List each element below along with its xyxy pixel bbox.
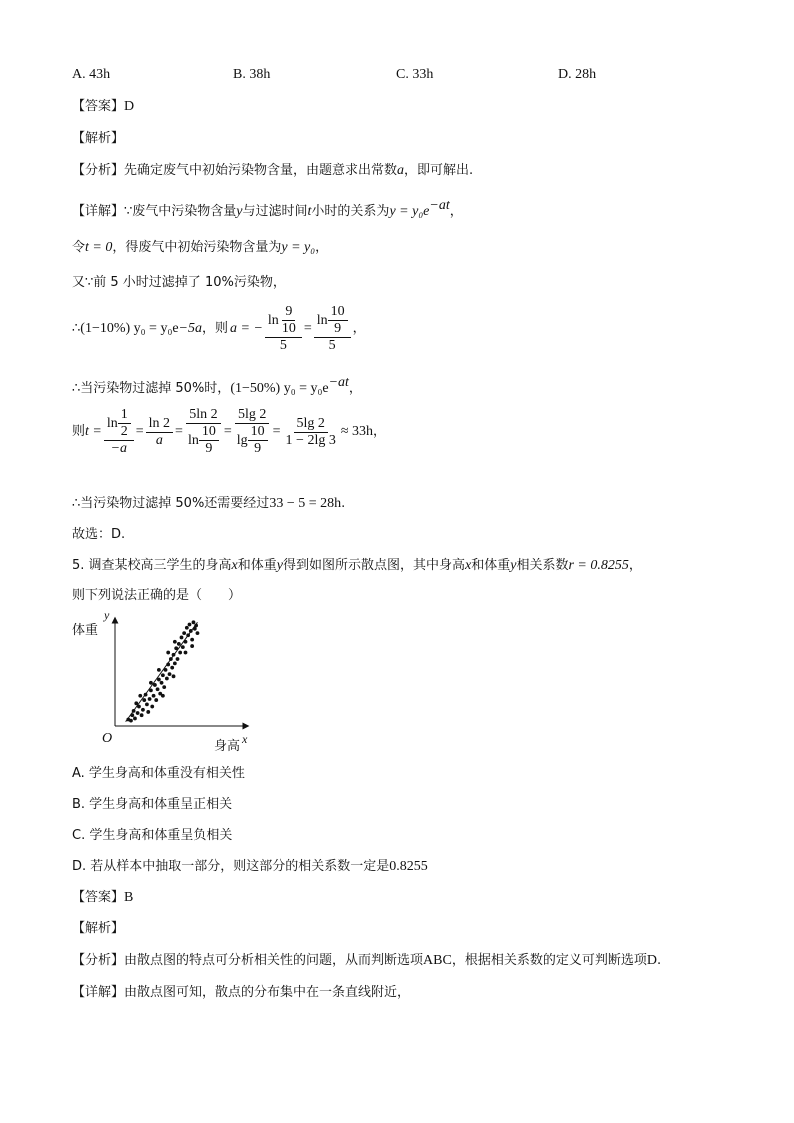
lg: lg	[236, 432, 248, 448]
xiangjie-line1	[72, 197, 463, 221]
formula: (1−50%) y₀ = y₀e	[230, 381, 329, 396]
formula: (1−10%) y₀ = y₀e	[80, 321, 179, 336]
fraction	[248, 424, 268, 457]
denominator: 5	[328, 338, 336, 353]
scatter-point	[156, 687, 160, 691]
fraction	[146, 416, 173, 449]
scatter-point	[157, 668, 161, 672]
ln: ln	[267, 312, 279, 328]
scatter-point	[180, 636, 184, 640]
scatter-point	[173, 661, 177, 665]
formula: r = 0.8255	[568, 558, 629, 573]
scatter-point	[178, 651, 182, 655]
choice-c: C. 33h	[396, 67, 434, 82]
equals: =	[303, 321, 312, 336]
scatter-point	[141, 708, 145, 712]
equals: =	[175, 424, 183, 439]
scatter-point	[162, 685, 166, 689]
denominator: −a	[110, 441, 128, 456]
fraction	[185, 407, 222, 457]
text-seg: ，则	[202, 321, 229, 336]
formula: a = −	[230, 321, 263, 336]
var-a: a	[397, 163, 405, 178]
var-y: y	[276, 558, 283, 573]
var-y: y	[510, 558, 517, 573]
fraction	[118, 407, 131, 440]
xiangjie5-line	[72, 984, 410, 1002]
scatter-point	[192, 620, 196, 624]
text-seg: 由散点图可知，散点的分布集中在一条直线附近，	[124, 985, 411, 1000]
denominator	[185, 424, 222, 457]
formula: 33 − 5 = 28h	[269, 496, 342, 511]
scatter-point	[176, 657, 180, 661]
fenxi-label: 【分析】	[72, 163, 125, 178]
question5-line2: 则下列说法正确的是（ ）	[72, 588, 242, 603]
exponent: −at	[328, 375, 349, 390]
text-seg: 与过滤时间	[242, 204, 308, 219]
fraction	[328, 304, 348, 337]
xiangjie-label: 【详解】	[72, 985, 125, 1000]
punct: ，	[628, 558, 642, 573]
denominator: 9	[205, 441, 213, 456]
text-seg: 5. 调查某校高三学生的身高	[72, 558, 232, 573]
numerator: 10	[199, 424, 219, 441]
scatter-point	[148, 697, 152, 701]
option-b: B. 学生身高和体重呈正相关	[72, 797, 233, 812]
exponent: −at	[429, 198, 450, 213]
scatter-point	[165, 677, 169, 681]
equals: =	[135, 424, 144, 439]
scatter-point	[170, 666, 174, 670]
fraction	[199, 424, 219, 457]
scatter-point	[166, 651, 170, 655]
var-y: y	[236, 204, 243, 219]
var-x: x	[231, 558, 238, 573]
scatter-point	[172, 674, 176, 678]
scatter-point	[145, 703, 149, 707]
fenxi-line	[72, 162, 473, 180]
option-c: C. 学生身高和体重呈负相关	[72, 828, 233, 843]
fenxi-label: 【分析】	[72, 953, 125, 968]
question5-line1	[72, 557, 642, 575]
scatter-point	[150, 705, 154, 709]
text-seg: 得到如图所示散点图，其中身高	[283, 558, 466, 573]
scatter-point	[138, 694, 142, 698]
value: 0.8255	[389, 859, 428, 874]
numerator: 10	[328, 304, 348, 321]
xiangjie-label: 【详解】	[72, 204, 125, 219]
denominator: 5	[279, 338, 287, 353]
ln: ln	[316, 312, 328, 328]
punct: ，	[315, 240, 329, 255]
numerator: 10	[248, 424, 268, 441]
scatter-point	[190, 644, 194, 648]
fraction	[234, 407, 271, 457]
denominator	[234, 424, 271, 457]
abc: ABC	[423, 953, 452, 968]
scatter-point	[161, 694, 165, 698]
numerator: 9	[282, 304, 295, 321]
x-axis-label: 身高	[214, 739, 241, 754]
y-axis-label: 体重	[72, 623, 99, 638]
scatter-point	[146, 710, 150, 714]
numerator: 5lg 2	[235, 407, 269, 424]
scatter-point	[136, 711, 140, 715]
text-seg: 令	[72, 240, 86, 255]
numerator: ln 2	[146, 416, 173, 433]
xiangjie-line7	[72, 495, 345, 513]
denominator: 9	[334, 321, 342, 336]
fenxi-text: 先确定废气中初始污染物含量，由题意求出常数	[124, 163, 398, 178]
var-x: x	[465, 558, 472, 573]
origin-label: O	[102, 731, 113, 746]
option-a: A. 学生身高和体重没有相关性	[72, 766, 245, 781]
d: D	[646, 953, 657, 968]
punct: ，	[352, 321, 366, 336]
ln: ln	[187, 432, 199, 448]
choice-a: A. 43h	[72, 67, 111, 82]
fenxi5-line	[72, 952, 661, 970]
fraction	[104, 407, 134, 457]
text-seg: 小时的关系为	[311, 204, 390, 219]
scatter-point	[182, 631, 186, 635]
punct: ，	[373, 424, 387, 439]
text-seg: ∵废气中污染物含量	[124, 204, 237, 219]
choice-d: D. 28h	[558, 67, 597, 82]
text-seg: ∴当污染物过滤掉 50%时，	[72, 381, 231, 396]
ln: ln	[106, 415, 118, 431]
numerator	[314, 304, 351, 338]
scatter-point	[173, 640, 177, 644]
numerator: 5ln 2	[186, 407, 220, 424]
numerator	[265, 304, 302, 338]
answer-value: B	[124, 890, 134, 905]
answer5-line	[72, 889, 133, 907]
fenxi-text-end: ，即可解出.	[404, 163, 474, 178]
scatter-point	[152, 694, 156, 698]
denominator: 2	[120, 424, 128, 439]
formula: t =	[85, 424, 102, 439]
scatter-point	[184, 651, 188, 655]
scatter-point	[161, 673, 165, 677]
xiangjie-line5	[72, 374, 362, 398]
scatter-point	[154, 698, 158, 702]
punct: ，	[348, 381, 362, 396]
equals: =	[272, 424, 281, 439]
approx: ≈ 33h	[340, 424, 374, 439]
punct: .	[341, 496, 346, 511]
text-seg: ∴	[72, 321, 81, 336]
text-seg: 由散点图的特点可分析相关性的问题，从而判断选项	[124, 953, 424, 968]
scatter-point	[188, 623, 192, 627]
numerator: 5lg 2	[294, 416, 328, 433]
formula: t = 0	[85, 240, 113, 255]
numerator: 1	[118, 407, 131, 424]
scatter-points	[126, 620, 199, 722]
denominator: 9	[254, 441, 262, 456]
answer-label: 【答案】	[72, 99, 125, 114]
xiangjie-line2	[72, 239, 328, 257]
denominator: 1 − 2lg 3	[285, 432, 336, 448]
xiangjie-line3: 又∵前 5 小时过滤掉了 10%污染物，	[72, 275, 286, 290]
y-axis-letter: y	[104, 608, 110, 622]
choice-b: B. 38h	[233, 67, 271, 82]
answer-value: D	[124, 99, 135, 114]
scatter-point	[160, 681, 164, 685]
scatter-point	[177, 642, 181, 646]
text-seg: 和体重	[471, 558, 511, 573]
answer-line	[72, 98, 134, 116]
analysis-label: 【解析】	[72, 131, 125, 146]
scatter-point	[142, 698, 146, 702]
scatter-point	[129, 719, 133, 723]
xiangjie-line8: 故选：D.	[72, 527, 126, 542]
equals: =	[223, 424, 232, 439]
fraction	[283, 416, 339, 449]
scatter-point	[185, 626, 189, 630]
text-seg: ，得废气中初始污染物含量为	[112, 240, 282, 255]
scatter-point	[133, 717, 137, 721]
text-seg: 和体重	[237, 558, 277, 573]
text-seg: ∴当污染物过滤掉 50%还需要经过	[72, 496, 270, 511]
fraction	[265, 304, 302, 354]
text-seg: 相关系数	[516, 558, 569, 573]
var-t: t	[307, 204, 312, 219]
xiangjie-line4	[72, 304, 366, 354]
text-seg: ，根据相关系数的定义可判断选项	[451, 953, 647, 968]
fraction	[279, 304, 299, 337]
scatter-point	[181, 645, 185, 649]
text-seg: D. 若从样本中抽取一部分，则这部分的相关系数一定是	[72, 859, 390, 874]
numerator	[104, 407, 134, 441]
scatter-point	[168, 672, 172, 676]
fraction	[314, 304, 351, 354]
answer-label: 【答案】	[72, 890, 125, 905]
analysis5-label: 【解析】	[72, 921, 125, 936]
scatter-point	[196, 631, 200, 635]
formula: y = y₀e	[389, 204, 430, 219]
x-axis-letter: x	[242, 732, 248, 746]
xiangjie-line6	[72, 407, 386, 457]
scatter-point	[190, 638, 194, 642]
option-d	[72, 858, 428, 876]
denominator: 10	[281, 321, 296, 336]
text-seg: 则	[72, 424, 86, 439]
formula: y = y₀	[281, 240, 316, 255]
punct: .	[656, 953, 662, 968]
denominator: a	[155, 432, 163, 448]
trend-line	[126, 622, 198, 721]
punct: ，	[449, 204, 463, 219]
scatter-point	[140, 713, 144, 717]
exponent: −5a	[178, 321, 202, 336]
